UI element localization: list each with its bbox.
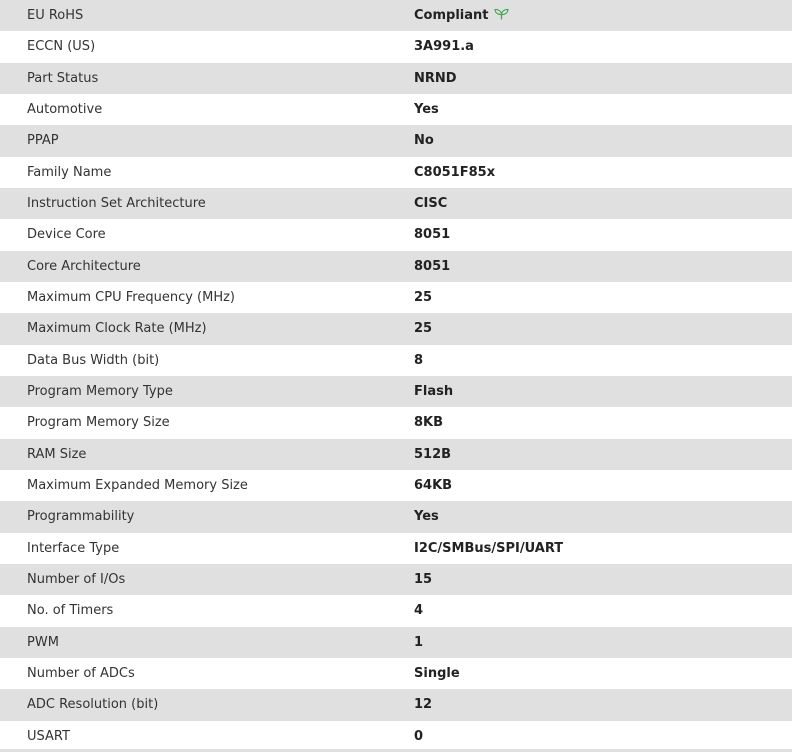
spec-value (414, 0, 792, 31)
spec-value: 12 (414, 689, 792, 720)
spec-label: No. of Timers (0, 595, 414, 626)
spec-row-number-of-ios (0, 564, 792, 595)
spec-row-eu-rohs (0, 0, 792, 31)
spec-label: Number of ADCs (0, 658, 414, 689)
spec-label: ECCN (US) (0, 31, 414, 62)
spec-label: Part Status (0, 63, 414, 94)
spec-value: 512B (414, 439, 792, 470)
spec-label: ADC Resolution (bit) (0, 689, 414, 720)
spec-label: Data Bus Width (bit) (0, 345, 414, 376)
spec-row-core-architecture (0, 251, 792, 282)
spec-row-device-core (0, 219, 792, 250)
spec-value: NRND (414, 63, 792, 94)
spec-row-timers (0, 595, 792, 626)
spec-row-ppap (0, 125, 792, 156)
spec-row-programmability (0, 501, 792, 532)
spec-value: Yes (414, 94, 792, 125)
spec-row-max-expanded-memory (0, 470, 792, 501)
spec-value: Yes (414, 501, 792, 532)
spec-value: 1 (414, 627, 792, 658)
spec-value: 8 (414, 345, 792, 376)
spec-value: No (414, 125, 792, 156)
spec-value: 0 (414, 721, 792, 752)
spec-value: Flash (414, 376, 792, 407)
spec-value: 25 (414, 282, 792, 313)
spec-value: CISC (414, 188, 792, 219)
spec-label: RAM Size (0, 439, 414, 470)
spec-row-ram-size (0, 439, 792, 470)
spec-row-max-cpu-frequency (0, 282, 792, 313)
spec-value-text: Compliant (414, 8, 489, 24)
spec-row-interface-type (0, 533, 792, 564)
spec-value: 3A991.a (414, 31, 792, 62)
spec-label: PWM (0, 627, 414, 658)
spec-row-program-memory-type (0, 376, 792, 407)
spec-value: Single (414, 658, 792, 689)
leaf-icon (494, 8, 509, 20)
spec-value: 64KB (414, 470, 792, 501)
spec-label: Program Memory Size (0, 407, 414, 438)
spec-row-data-bus-width (0, 345, 792, 376)
spec-label: Maximum Expanded Memory Size (0, 470, 414, 501)
spec-label: Device Core (0, 219, 414, 250)
spec-row-isa (0, 188, 792, 219)
spec-label: Maximum Clock Rate (MHz) (0, 313, 414, 344)
spec-label: PPAP (0, 125, 414, 156)
spec-label: Program Memory Type (0, 376, 414, 407)
spec-label: Automotive (0, 94, 414, 125)
spec-label: Programmability (0, 501, 414, 532)
spec-row-usart (0, 721, 792, 752)
spec-row-pwm (0, 627, 792, 658)
spec-value: C8051F85x (414, 157, 792, 188)
spec-row-automotive (0, 94, 792, 125)
spec-row-adc-resolution (0, 689, 792, 720)
spec-label: Instruction Set Architecture (0, 188, 414, 219)
spec-label: USART (0, 721, 414, 752)
spec-row-part-status (0, 63, 792, 94)
spec-value: 8051 (414, 219, 792, 250)
spec-value: 4 (414, 595, 792, 626)
spec-label: Number of I/Os (0, 564, 414, 595)
spec-label: EU RoHS (0, 0, 414, 31)
spec-row-program-memory-size (0, 407, 792, 438)
spec-value: 8051 (414, 251, 792, 282)
spec-row-eccn (0, 31, 792, 62)
spec-row-number-of-adcs (0, 658, 792, 689)
spec-row-max-clock-rate (0, 313, 792, 344)
spec-value: 8KB (414, 407, 792, 438)
spec-label: Interface Type (0, 533, 414, 564)
spec-label: Maximum CPU Frequency (MHz) (0, 282, 414, 313)
spec-value: I2C/SMBus/SPI/UART (414, 533, 792, 564)
spec-value: 25 (414, 313, 792, 344)
spec-label: Core Architecture (0, 251, 414, 282)
spec-value: 15 (414, 564, 792, 595)
spec-label: Family Name (0, 157, 414, 188)
spec-row-family-name (0, 157, 792, 188)
